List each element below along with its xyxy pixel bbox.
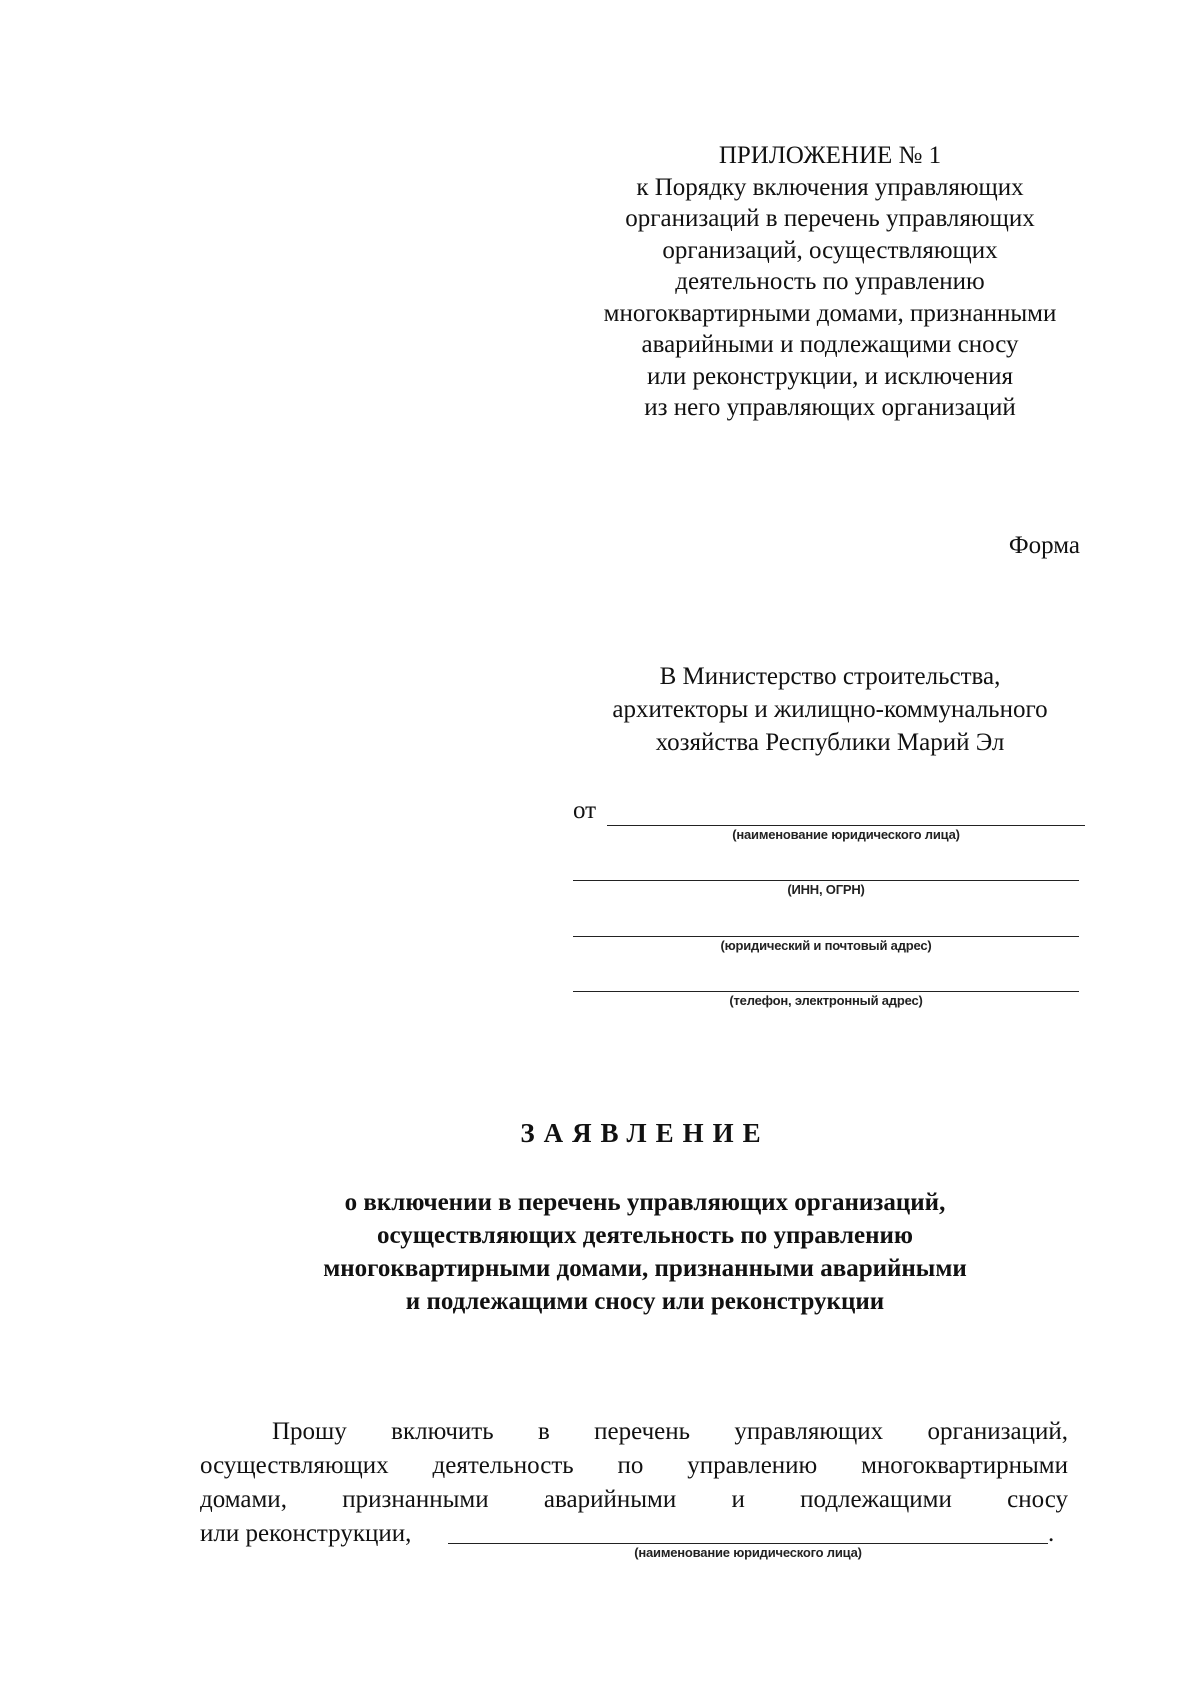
applicant-name-field[interactable] [448,1543,1048,1544]
sender-name-field[interactable] [607,825,1085,826]
appendix-line: из него управляющих организаций [644,394,1016,421]
appendix-line: к Порядку включения управляющих [636,173,1024,201]
sender-address-caption: (юридический и почтовый адрес) [720,938,932,953]
appendix-line: ПРИЛОЖЕНИЕ № 1 [718,142,942,169]
appendix-header [560,140,1100,424]
sender-address-field[interactable] [573,936,1079,937]
body-line: осуществляющих деятельность по управлению многоквартирными [200,1452,1068,1479]
body-line: домами, признанными аварийными и подлежащими сносу [200,1486,1068,1513]
sender-contact-caption: (телефон, электронный адрес) [729,993,923,1008]
appendix-line: деятельность по управлению [675,268,985,295]
appendix-line: или реконструкции, и исключения [647,362,1013,390]
sender-prefix: от [573,797,597,824]
sender-contact-field[interactable] [573,991,1079,992]
addressee-line: архитекторы и жилищно-коммунального [612,696,1048,723]
subtitle-line: и подлежащими сносу или реконструкции [405,1288,885,1315]
sender-inn-caption: (ИНН, ОГРН) [787,882,865,897]
subtitle-line: о включении в перечень управляющих организаций, [344,1189,946,1216]
appendix-line: многоквартирными домами, признанными [603,299,1057,327]
appendix-line: аварийными и подлежащими сносу [641,331,1019,358]
body-period: . [1048,1520,1055,1547]
body-last-line: или реконструкции, [200,1520,412,1547]
body-line: Прошу включить в перечень управляющих организаций, [272,1418,1068,1445]
addressee-line: В Министерство строительства, [659,663,1001,690]
sender-inn-field[interactable] [573,880,1079,881]
addressee-block [560,660,1100,759]
document-title: ЗАЯВЛЕНИЕ [520,1118,770,1148]
form-label: Форма [1008,532,1080,559]
document-subtitle [250,1186,1040,1318]
appendix-line: организаций в перечень управляющих [625,205,1035,232]
subtitle-line: многоквартирными домами, признанными аварийными [323,1255,967,1282]
sender-name-caption: (наименование юридического лица) [732,827,960,842]
applicant-name-caption: (наименование юридического лица) [634,1545,862,1560]
appendix-line: организаций, осуществляющих [662,236,998,264]
subtitle-line: осуществляющих деятельность по управлению [376,1222,914,1249]
addressee-line: хозяйства Республики Марий Эл [655,729,1005,756]
